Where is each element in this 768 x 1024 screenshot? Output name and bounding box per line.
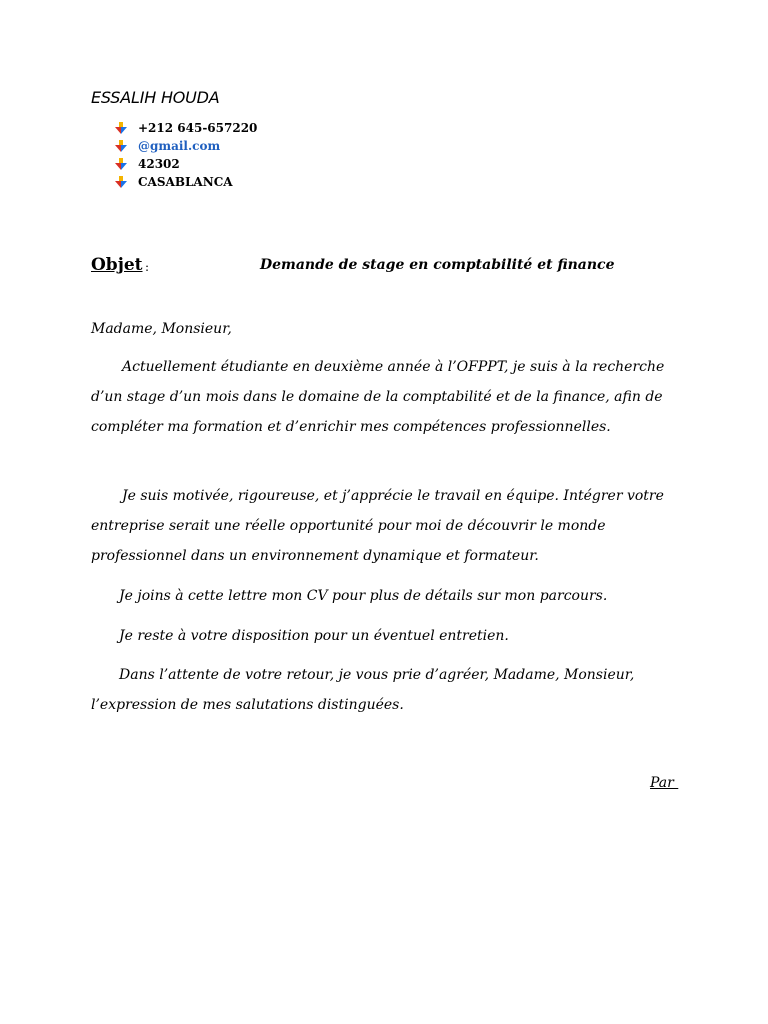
contact-phone [114, 119, 257, 137]
paragraph-availability [91, 621, 691, 651]
arrow-bullet-icon [114, 121, 138, 135]
contact-city [114, 173, 257, 191]
paragraph-availability-text: Je reste à votre disposition pour un éventuel entretien. [119, 628, 509, 644]
sender-name: ESSALIH HOUDA [91, 88, 220, 107]
paragraph-studies [91, 352, 691, 442]
contact-email [114, 137, 257, 155]
subject-separator: : [145, 260, 150, 274]
contact-postal-code-text: 42302 [138, 157, 180, 171]
greeting: Madame, Monsieur, [91, 321, 232, 337]
contact-city-text: CASABLANCA [138, 175, 233, 189]
subject-text: Demande de stage en comptabilité et finance [260, 257, 615, 273]
contact-postal-code [114, 155, 257, 173]
contact-email-link[interactable]: @gmail.com [138, 139, 221, 153]
arrow-bullet-icon [114, 157, 138, 171]
contact-phone-text: +212 645-657220 [138, 121, 258, 135]
contact-list [114, 119, 257, 191]
arrow-bullet-icon [114, 175, 138, 189]
paragraph-motivation [91, 481, 691, 571]
signature: Par [650, 775, 679, 791]
paragraph-closing-text: Dans l’attente de votre retour, je vous prie d’agréer, Madame, Monsieur, l’expression de mes salutations distinguées. [91, 667, 635, 713]
paragraph-studies-text: Actuellement étudiante en deuxième année à l’OFPPT, je suis à la recherche d’un stage d’un mois dans le domaine de la comptabilité et de la finance, afin de compléter ma formation et d’enrichir mes compétences professionnelles. [91, 359, 665, 435]
paragraph-closing [91, 660, 691, 720]
paragraph-cv-text: Je joins à cette lettre mon CV pour plus de détails sur mon parcours. [119, 588, 608, 604]
subject-label: Objet [91, 255, 143, 275]
paragraph-motivation-text: Je suis motivée, rigoureuse, et j’apprécie le travail en équipe. Intégrer votre entreprise serait une réelle opportunité pour moi de découvrir le monde professionnel dans un environnement dynamique et formateur. [91, 488, 664, 564]
paragraph-cv [91, 581, 691, 611]
arrow-bullet-icon [114, 139, 138, 153]
